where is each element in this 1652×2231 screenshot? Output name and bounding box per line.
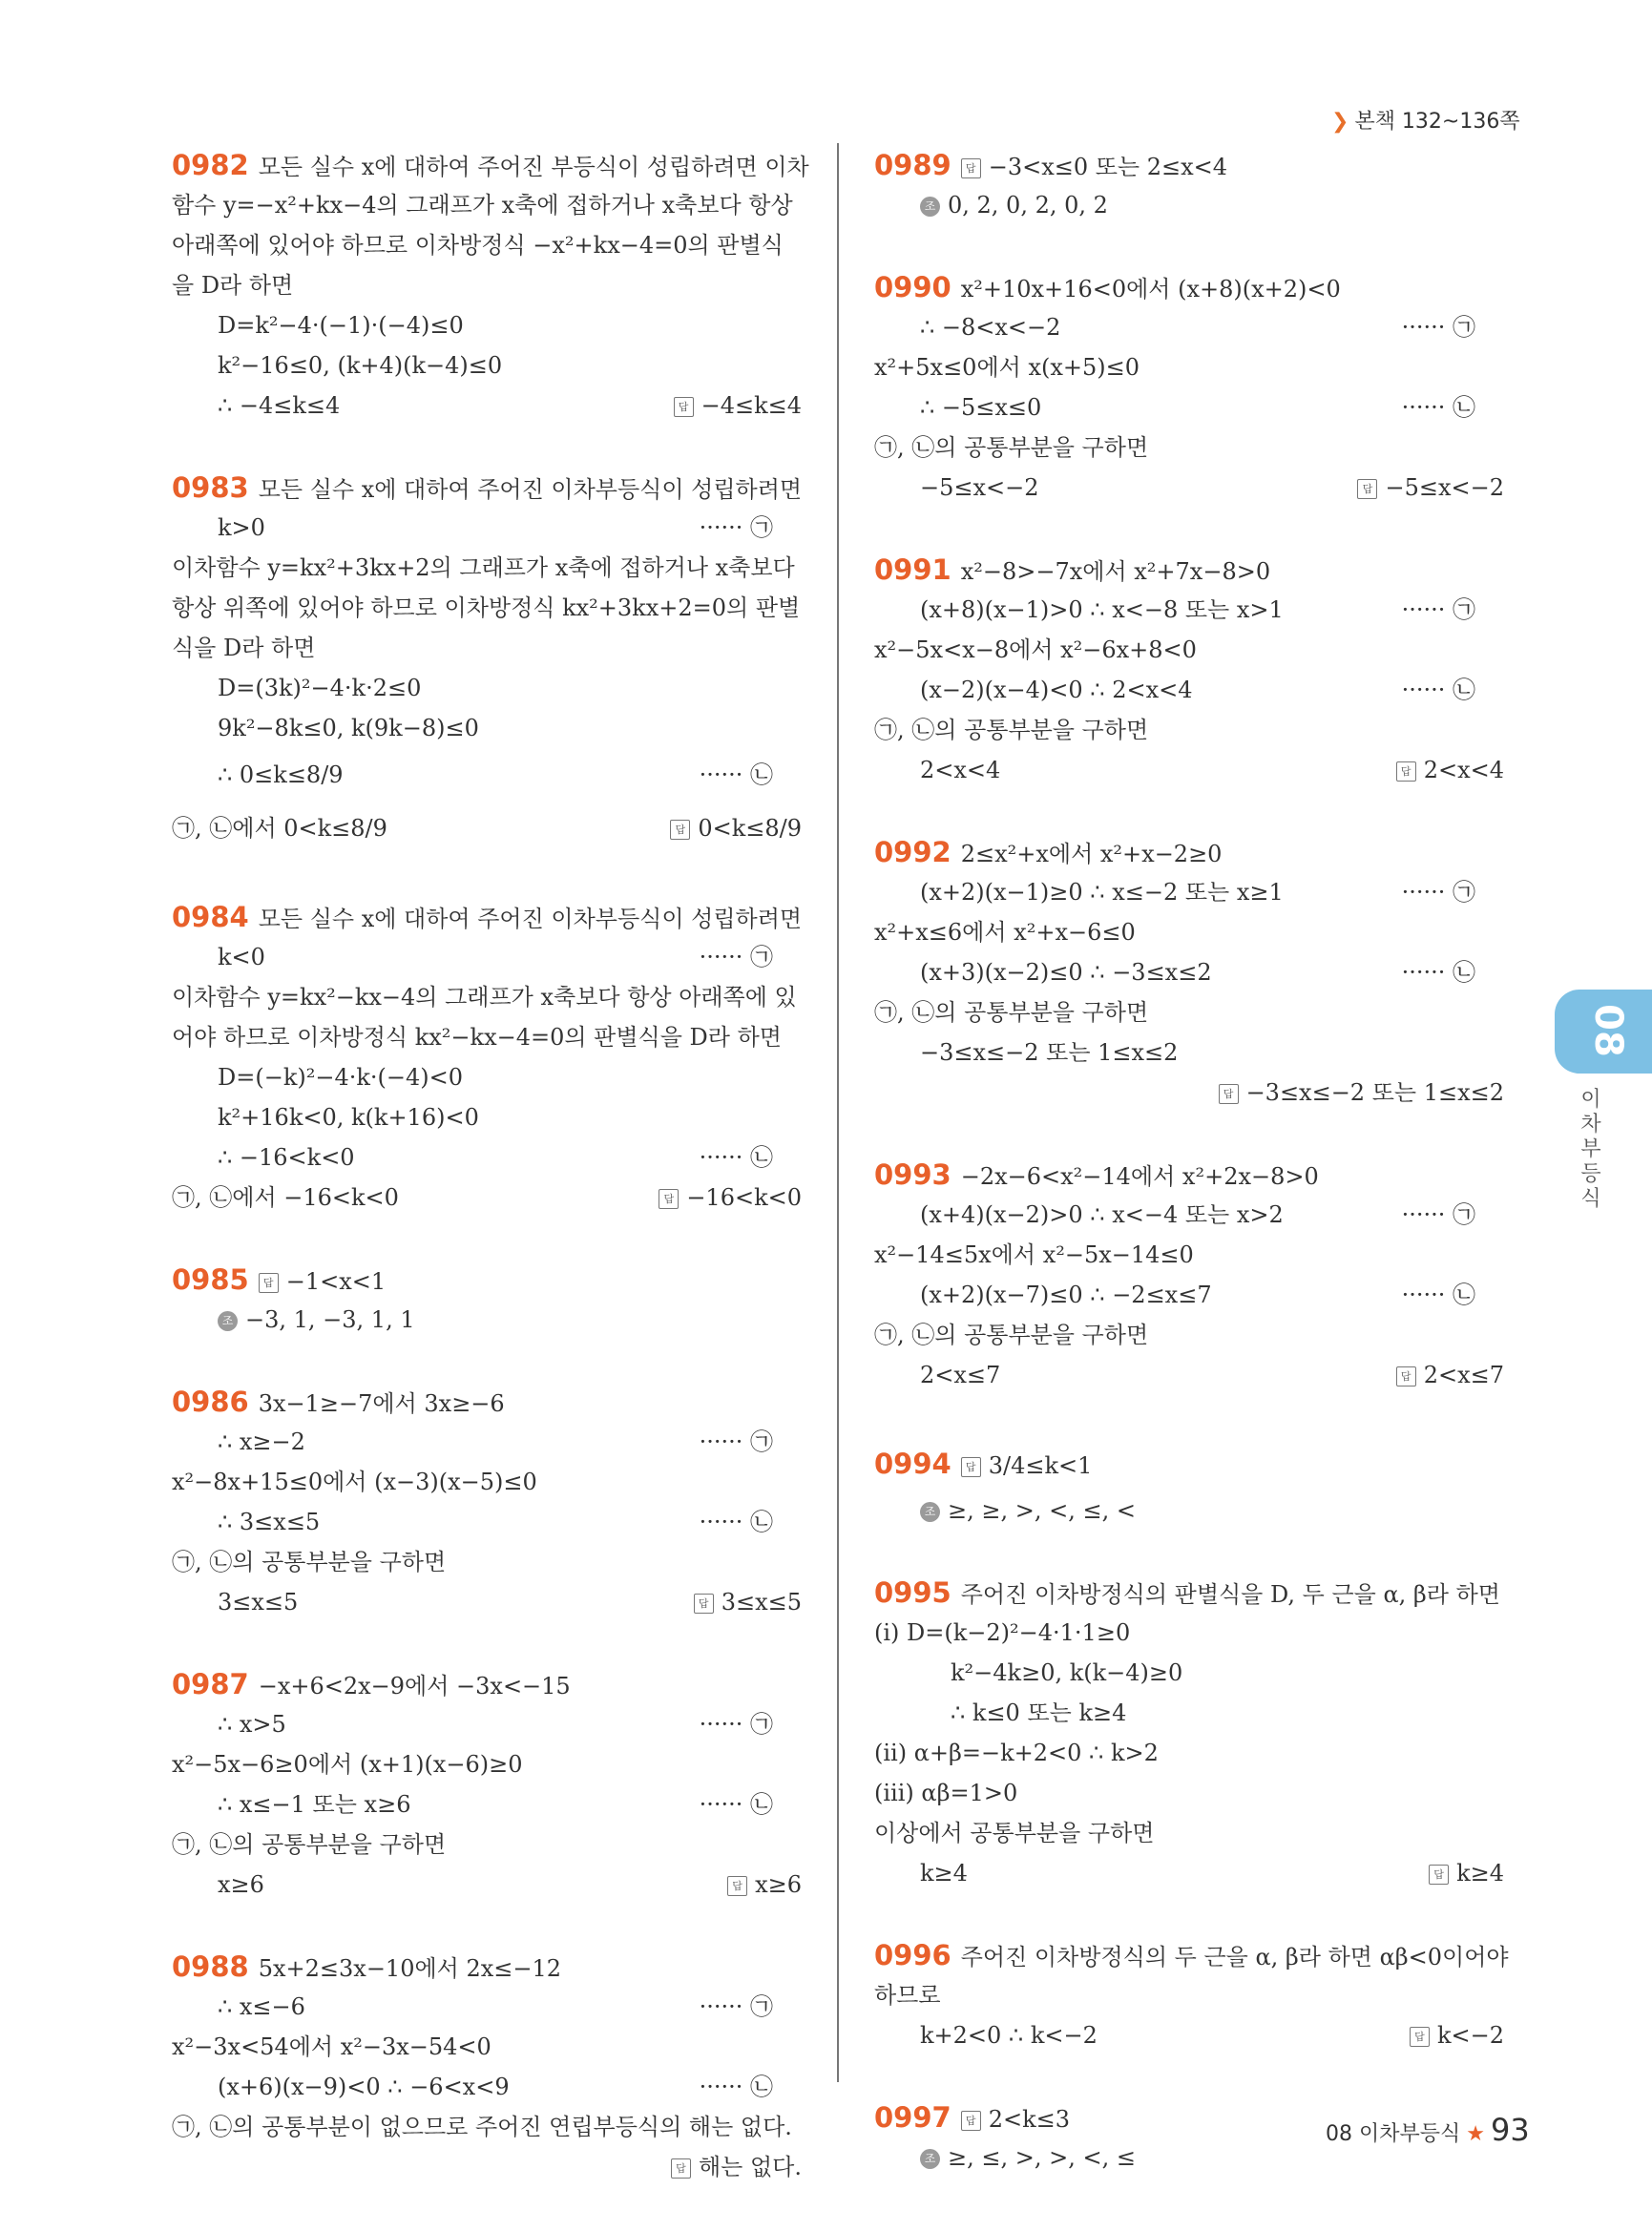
problem-0991: 0991 x²−8>−7x에서 x²+7x−8>0 (x+8)(x−1)>0 ∴ x<−8 또는 x>1 ······ ㉠ x²−5x<x−8에서 x²−6x+8<0 (x−2)(x−4)<0 ∴ 2<x<4 ······ ㉡ ㉠, ㉡의 공통부분을 구하면 2<x<4 답 2<x<4 (874, 550, 1504, 790)
problem-0997: 0997 답 2<k≤3 조 ≥, ≤, >, >, <, ≤ (874, 2101, 1136, 2171)
answer-icon: 답 (961, 2111, 981, 2131)
problem-number: 0983 (172, 471, 249, 504)
answer-icon: 답 (259, 1273, 279, 1293)
problem-number: 0994 (874, 1448, 951, 1480)
problem-0986: 0986 3x−1≥−7에서 3x≥−6 ∴ x≥−2 ······ ㉠ x²−8x+15≤0에서 (x−3)(x−5)≤0 ∴ 3≤x≤5 ······ ㉡ ㉠, ㉡의 공통부분을 구하면 3≤x≤5 답 3≤x≤5 (172, 1382, 802, 1622)
problem-0983: 0983 모든 실수 x에 대하여 주어진 이차부등식이 성립하려면 k>0 ······ ㉠ 이차함수 y=kx²+3kx+2의 그래프가 x축에 접하거나 x축보다 항상 위쪽에 있어야 하므로 이차방정식 kx²+3kx+2=0의 판별 식을 D라 하면 D=(3k)²−4·k·2≤0 9k²−8k≤0, k(9k−8)≤0 ∴ 0≤k≤8/9 ······ ㉡ ㉠, ㉡에서 0<k≤8/9 답 0<k≤8/9 (172, 468, 802, 855)
book-reference: ❯ 본책 132~136쪽 (1331, 110, 1520, 134)
answer: 답 k<−2 (1410, 2015, 1504, 2055)
problem-0996: 0996 주어진 이차방정식의 두 근을 α, β라 하면 αβ<0이어야 하므로 k+2<0 ∴ k<−2 답 k<−2 (874, 1935, 1504, 2055)
problem-number: 0990 (874, 271, 951, 303)
answer: 답 −5≤x<−2 (1357, 468, 1504, 508)
problem-0985: 0985 답 −1<x<1 조 −3, 1, −3, 1, 1 (172, 1263, 415, 1333)
hint-icon: 조 (920, 1502, 940, 1522)
problem-number: 0991 (874, 553, 951, 586)
answer: 답 3≤x≤5 (694, 1582, 802, 1622)
page-number: 93 (1490, 2112, 1530, 2148)
page-footer (1326, 2112, 1530, 2148)
problem-number: 0997 (874, 2101, 951, 2134)
problem-0984: 0984 모든 실수 x에 대하여 주어진 이차부등식이 성립하려면 k<0 ······ ㉠ 이차함수 y=kx²−kx−4의 그래프가 x축보다 항상 아래쪽에 있 어야 하므로 이차방정식 kx²−kx−4=0의 판별식을 D라 하면 D=(−k)²−4·k·(−4)<0 k²+16k<0, k(k+16)<0 ∴ −16<k<0 ······ ㉡ ㉠, ㉡에서 −16<k<0 답 −16<k<0 (172, 897, 802, 1218)
problem-number: 0982 (172, 149, 249, 181)
answer: 답 −16<k<0 (659, 1178, 802, 1218)
hint-icon: 조 (218, 1311, 238, 1331)
answer: 답 k≥4 (1429, 1853, 1504, 1893)
problem-0993: 0993 −2x−6<x²−14에서 x²+2x−8>0 (x+4)(x−2)>0 ∴ x<−4 또는 x>2 ······ ㉠ x²−14≤5x에서 x²−5x−14≤0 (x+2)(x−7)≤0 ∴ −2≤x≤7 ······ ㉡ ㉠, ㉡의 공통부분을 구하면 2<x≤7 답 2<x≤7 (874, 1155, 1504, 1395)
answer-icon: 답 (659, 1189, 679, 1209)
footer-chapter: 08 이차부등식 (1326, 2122, 1461, 2146)
answer-icon: 답 (1357, 479, 1377, 499)
answer-icon: 답 (694, 1594, 714, 1614)
answer: 답 −3≤x≤−2 또는 1≤x≤2 (1219, 1073, 1504, 1113)
problem-number: 0995 (874, 1576, 951, 1609)
chapter-tab[interactable]: 08 (1555, 990, 1652, 1074)
problem-number: 0985 (172, 1263, 249, 1296)
answer-icon: 답 (1410, 2027, 1430, 2047)
hint-icon: 조 (920, 2149, 940, 2169)
problem-0989: 0989 답 −3<x≤0 또는 2≤x<4 조 0, 2, 0, 2, 0, 2 (874, 149, 1228, 219)
answer: 답 x≥6 (727, 1865, 802, 1905)
answer: 답 해는 없다. (671, 2147, 802, 2187)
problem-number: 0984 (172, 901, 249, 933)
answer: 답 −4≤k≤4 (674, 386, 802, 426)
hint-icon: 조 (920, 197, 940, 217)
right-column (874, 145, 1509, 2220)
answer-icon: 답 (961, 1457, 981, 1477)
answer-icon: 답 (961, 158, 981, 178)
answer-icon: 답 (1396, 1366, 1416, 1387)
answer: 답 2<x≤7 (1396, 1355, 1504, 1395)
answer-icon: 답 (1429, 1865, 1449, 1885)
answer-icon: 답 (1219, 1084, 1239, 1104)
chapter-tab-title: 이차부등식 (1580, 1088, 1601, 1211)
answer-icon: 답 (671, 2158, 691, 2179)
answer-icon: 답 (674, 397, 694, 417)
problem-0992: 0992 2≤x²+x에서 x²+x−2≥0 (x+2)(x−1)≥0 ∴ x≤−2 또는 x≥1 ······ ㉠ x²+x≤6에서 x²+x−6≤0 (x+3)(x−2)≤0 ∴ −3≤x≤2 ······ ㉡ ㉠, ㉡의 공통부분을 구하면 −3≤x≤−2 또는 1≤x≤2 답 −3≤x≤−2 또는 1≤x≤2 (874, 832, 1504, 1113)
problem-0995: 0995 주어진 이차방정식의 판별식을 D, 두 근을 α, β라 하면 (ⅰ) D=(k−2)²−4·1·1≥0 k²−4k≥0, k(k−4)≥0 ∴ k≤0 또는 k≥4 (ⅱ) α+β=−k+2<0 ∴ k>2 (ⅲ) αβ=1>0 이상에서 공통부분을 구하면 k≥4 답 k≥4 (874, 1573, 1504, 1893)
answer: 답 0<k≤8/9 (670, 802, 802, 855)
answer-icon: 답 (670, 820, 690, 840)
column-divider (837, 143, 839, 2082)
problem-0988: 0988 5x+2≤3x−10에서 2x≤−12 ∴ x≤−6 ······ ㉠ x²−3x<54에서 x²−3x−54<0 (x+6)(x−9)<0 ∴ −6<x<9 ······ ㉡ ㉠, ㉡의 공통부분이 없으므로 주어진 연립부등식의 해는 없다. 답 해는 없다. (172, 1947, 802, 2187)
answer: 답 2<x<4 (1396, 750, 1504, 790)
problem-number: 0996 (874, 1939, 951, 1971)
problem-number: 0989 (874, 149, 951, 181)
problem-number: 0993 (874, 1158, 951, 1191)
problem-0990: 0990 x²+10x+16<0에서 (x+8)(x+2)<0 ∴ −8<x<−2 ······ ㉠ x²+5x≤0에서 x(x+5)≤0 ∴ −5≤x≤0 ······ ㉡ ㉠, ㉡의 공통부분을 구하면 −5≤x<−2 답 −5≤x<−2 (874, 267, 1504, 508)
problem-0994: 0994 답 3/4≤k<1 조 ≥, ≥, >, <, ≤, < (874, 1448, 1136, 1524)
star-icon: ★ (1466, 2122, 1485, 2146)
problem-0982: 0982 모든 실수 x에 대하여 주어진 부등식이 성립하려면 이차 함수 y=−x²+kx−4의 그래프가 x축에 접하거나 x축보다 항상 아래쪽에 있어야 하므로 이차방정식 −x²+kx−4=0의 판별식 을 D라 하면 D=k²−4·(−1)·(−4)≤0 k²−16≤0, (k+4)(k−4)≤0 ∴ −4≤k≤4 답 −4≤k≤4 (172, 145, 802, 426)
problem-number: 0992 (874, 836, 951, 868)
left-column (172, 145, 809, 2229)
answer-icon: 답 (1396, 761, 1416, 782)
problem-number: 0986 (172, 1386, 249, 1418)
problem-0987: 0987 −x+6<2x−9에서 −3x<−15 ∴ x>5 ······ ㉠ x²−5x−6≥0에서 (x+1)(x−6)≥0 ∴ x≤−1 또는 x≥6 ······ ㉡ ㉠, ㉡의 공통부분을 구하면 x≥6 답 x≥6 (172, 1664, 802, 1905)
problem-number: 0988 (172, 1950, 249, 1983)
chevron-right-icon: ❯ (1331, 110, 1349, 134)
answer-icon: 답 (727, 1876, 747, 1896)
problem-number: 0987 (172, 1668, 249, 1700)
